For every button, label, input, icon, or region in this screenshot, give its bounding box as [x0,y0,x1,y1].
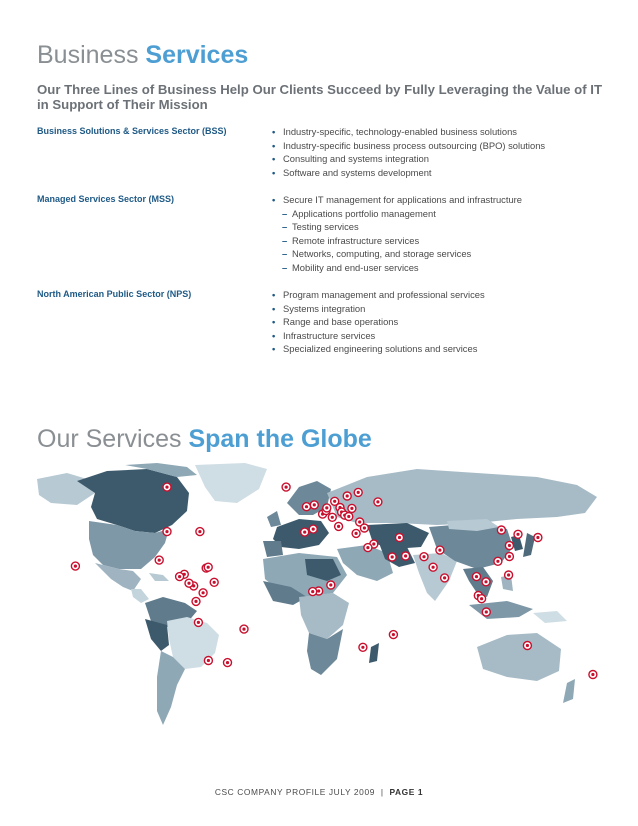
location-marker-dot [508,555,511,558]
location-marker-dot [398,536,401,539]
location-marker-dot [357,491,360,494]
bullet-marker: • [272,343,276,354]
location-marker-dot [165,530,168,533]
service-item [272,234,612,248]
dash-marker: – [282,207,288,219]
location-marker-dot [207,659,210,662]
bullet-marker: • [272,289,276,300]
location-marker-dot [404,554,407,557]
location-marker-dot [361,646,364,649]
location-marker-dot [303,531,306,534]
location-marker-dot [507,573,510,576]
location-marker-dot [165,486,168,489]
location-marker-dot [213,581,216,584]
bullet-marker: • [272,329,276,341]
location-marker-dot [475,575,478,578]
location-marker-dot [500,528,503,531]
location-marker-dot [485,610,488,613]
section-title-span-globe [37,424,372,454]
bullet-marker: • [272,316,276,327]
service-item [272,342,612,356]
service-item [272,166,612,180]
location-marker-dot [178,575,181,578]
service-item [272,302,612,316]
dash-marker: – [282,248,288,259]
location-marker-dot [333,500,336,503]
dash-marker: – [282,261,288,273]
sector-list-mss [272,193,612,274]
service-item-text: Networks, computing, and storage services [292,248,472,259]
service-item-text: Software and systems development [283,166,432,178]
location-marker-dot [392,633,395,636]
service-item-text: Mobility and end-user services [292,261,419,273]
location-marker-dot [432,566,435,569]
business-subheading: Our Three Lines of Business Help Our Clients Succeed by Fully Leveraging the Value of IT in Support of Their Mission [37,82,602,112]
service-item [272,288,612,302]
service-item-text: Testing services [292,221,359,232]
service-item-text: Infrastructure services [283,329,376,341]
location-marker-dot [197,621,200,624]
service-item-text: Remote infrastructure services [292,234,420,246]
location-marker-dot [311,590,314,593]
location-marker-dot [355,532,358,535]
service-item-text: Industry-specific, technology-enabled business solutions [283,126,517,137]
location-marker-dot [480,597,483,600]
location-marker-dot [508,544,511,547]
location-marker-dot [366,546,369,549]
bullet-marker: • [272,302,276,314]
sector-name-bss: Business Solutions & Services Sector (BSS) [37,126,227,136]
section-title-plain: Business [37,41,146,69]
service-item-text: Systems integration [283,302,366,314]
section-title-accent: Span the Globe [188,425,372,453]
location-marker-dot [438,549,441,552]
location-marker-dot [350,507,353,510]
service-item [272,247,612,261]
location-marker-dot [313,503,316,506]
service-item-text: Program management and professional services [283,289,485,300]
service-item [272,220,612,234]
location-marker-dot [312,528,315,531]
page-footer: CSC COMPANY PROFILE JULY 2009 | PAGE 1 [214,787,424,797]
location-marker-dot [317,589,320,592]
location-marker-dot [376,500,379,503]
sector-list-bss [272,125,612,179]
location-marker-dot [325,506,328,509]
location-marker-dot [516,533,519,536]
location-marker-dot [226,661,229,664]
service-item [272,193,612,207]
service-item-text: Secure IT management for applications and infrastructure [283,194,523,205]
dash-marker: – [282,234,288,246]
location-marker-dot [358,520,361,523]
location-marker-dot [422,555,425,558]
location-marker-dot [285,486,288,489]
location-marker-dot [194,600,197,603]
location-marker-dot [202,591,205,594]
service-item-text: Industry-specific business process outsourcing (BPO) solutions [283,139,546,151]
service-item-text: Range and base operations [283,316,399,327]
service-item [272,152,612,166]
location-marker-dot [305,505,308,508]
section-title-plain: Our Services [37,425,189,453]
service-item-text: Consulting and systems integration [283,153,429,164]
service-item [272,261,612,275]
location-marker-dot [242,628,245,631]
location-marker-dot [496,560,499,563]
sector-name-mss: Managed Services Sector (MSS) [37,194,175,204]
sector-list-nps [272,288,612,356]
location-marker-dot [198,530,201,533]
location-marker-dot [187,582,190,585]
location-marker-dot [337,525,340,528]
location-marker-dot [484,580,487,583]
location-marker-dot [74,565,77,568]
service-item [272,315,612,329]
location-marker-dot [526,644,529,647]
location-marker-dot [536,536,539,539]
service-item [272,125,612,139]
bullet-marker: • [272,166,276,178]
dash-marker: – [282,221,288,232]
location-marker-dot [391,555,394,558]
service-item-text: Specialized engineering solutions and services [283,343,478,354]
location-marker-dot [591,673,594,676]
location-marker-dot [158,559,161,562]
service-item-text: Applications portfolio management [292,207,436,219]
bullet-marker: • [272,126,276,137]
bullet-marker: • [272,194,276,205]
bullet-marker: • [272,139,276,151]
section-title-business-services [37,40,248,70]
service-item [272,139,612,153]
service-item [272,207,612,221]
world-map [37,463,601,729]
section-title-accent: Services [145,41,249,69]
location-marker-dot [363,526,366,529]
location-marker-dot [207,566,210,569]
location-marker-dot [347,515,350,518]
service-item [272,329,612,343]
location-marker-dot [331,516,334,519]
sector-name-nps: North American Public Sector (NPS) [37,289,192,299]
location-marker-dot [372,542,375,545]
location-marker-dot [329,583,332,586]
location-marker-dot [346,494,349,497]
location-marker-dot [443,576,446,579]
bullet-marker: • [272,153,276,164]
